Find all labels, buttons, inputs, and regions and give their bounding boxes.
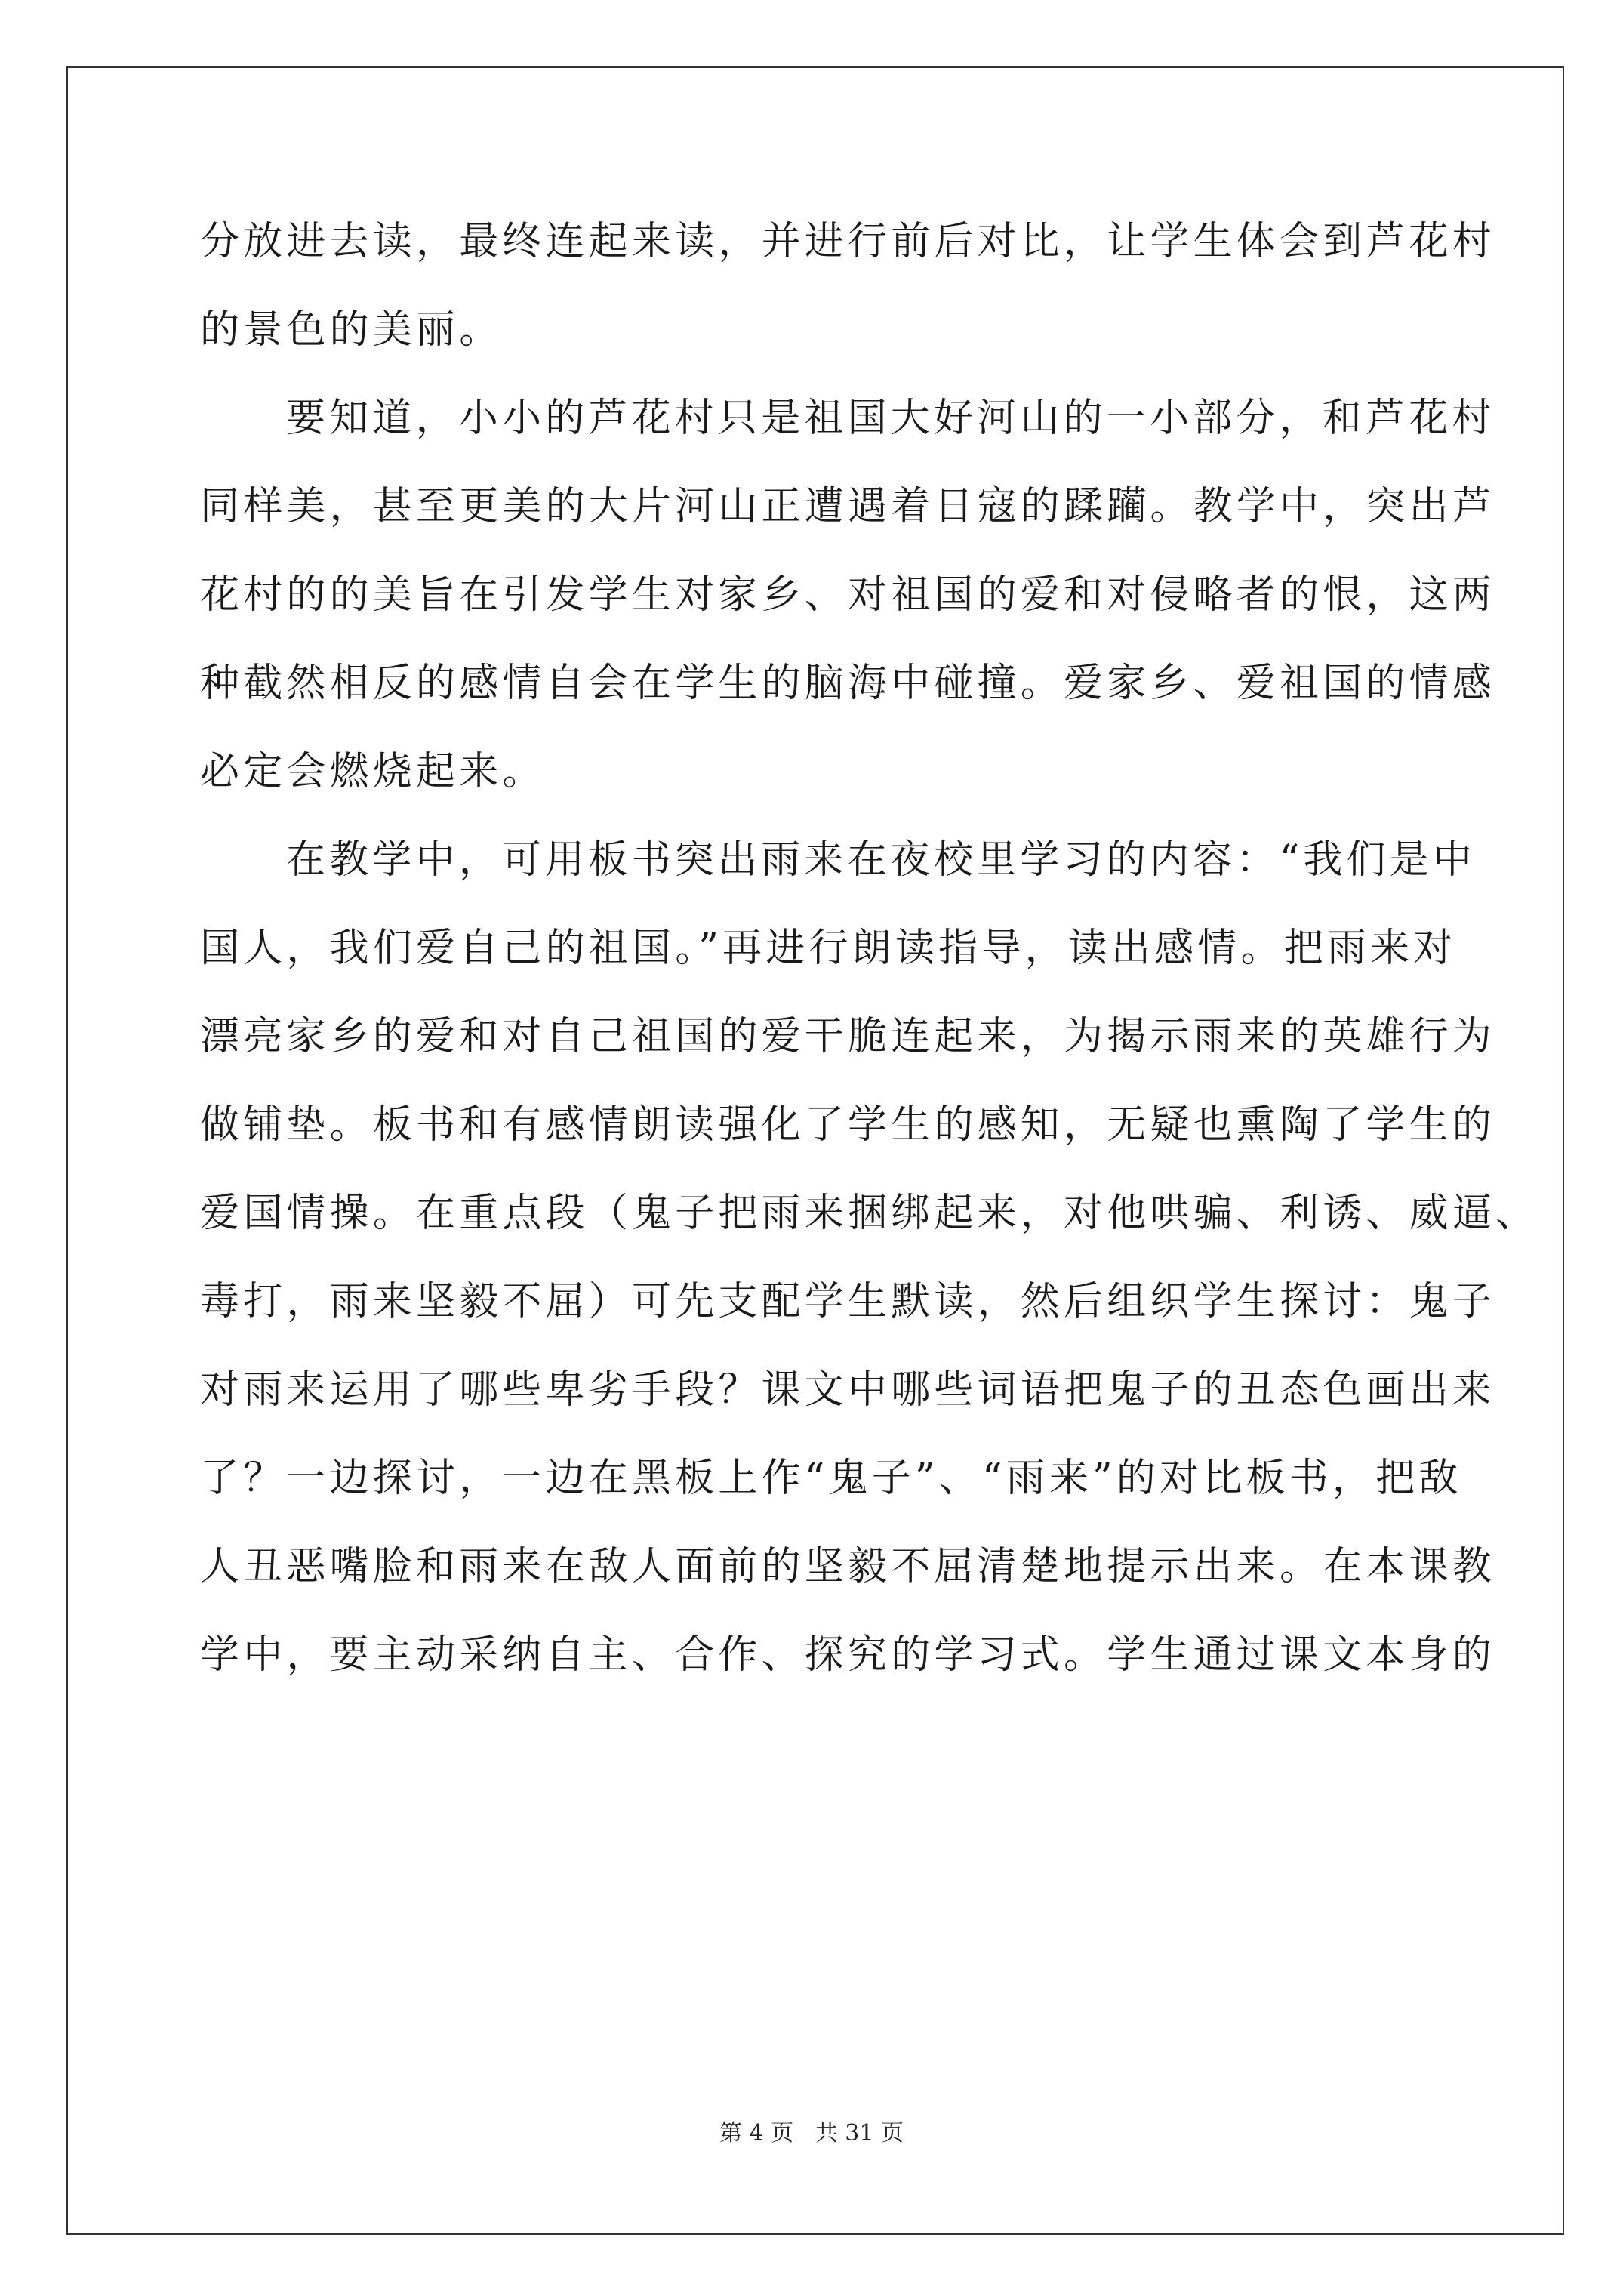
text-line: 的景色的美丽。	[200, 307, 503, 353]
text-line: 对雨来运用了哪些卑劣手段？课文中哪些词语把鬼子的丑态色画出来	[200, 1367, 1496, 1413]
text-line: 花村的的美旨在引发学生对家乡、对祖国的爱和对侵略者的恨，这两	[200, 572, 1496, 618]
text-line: 必定会燃烧起来。	[200, 749, 546, 794]
text-line: 学中，要主动采纳自主、合作、探究的学习式。学生通过课文本身的	[200, 1632, 1496, 1678]
text-line: 了？一边探讨，一边在黑板上作“鬼子”、“雨来”的对比板书，把敌	[200, 1456, 1462, 1501]
paragraph-start-line: 要知道，小小的芦花村只是祖国大好河山的一小部分，和芦花村	[286, 396, 1495, 441]
text-line: 爱国情操。在重点段（鬼子把雨来捆绑起来，对他哄骗、利诱、威逼、	[200, 1191, 1539, 1236]
text-line: 做铺垫。板书和有感情朗读强化了学生的感知，无疑也熏陶了学生的	[200, 1102, 1496, 1148]
text-line: 人丑恶嘴脸和雨来在敌人面前的坚毅不屈清楚地提示出来。在本课教	[200, 1544, 1496, 1589]
page-number-footer	[0, 2114, 1623, 2147]
text-line: 分放进去读，最终连起来读，并进行前后对比，让学生体会到芦花村	[200, 219, 1496, 264]
paragraph-start-line: 在教学中，可用板书突出雨来在夜校里学习的内容：“我们是中	[286, 837, 1477, 883]
document-body	[200, 219, 1539, 1721]
text-line: 毒打，雨来坚毅不屈）可先支配学生默读，然后组织学生探讨：鬼子	[200, 1279, 1496, 1324]
text-line: 国人，我们爱自己的祖国。”再进行朗读指导，读出感情。把雨来对	[200, 926, 1457, 971]
page-number-text: 第 4 页 共 31 页	[719, 2120, 904, 2147]
text-line: 种截然相反的感情自会在学生的脑海中碰撞。爱家乡、爱祖国的情感	[200, 661, 1496, 706]
text-line: 漂亮家乡的爱和对自己祖国的爱干脆连起来，为揭示雨来的英雄行为	[200, 1014, 1496, 1059]
text-line: 同样美，甚至更美的大片河山正遭遇着日寇的蹂躏。教学中，突出芦	[200, 484, 1496, 529]
